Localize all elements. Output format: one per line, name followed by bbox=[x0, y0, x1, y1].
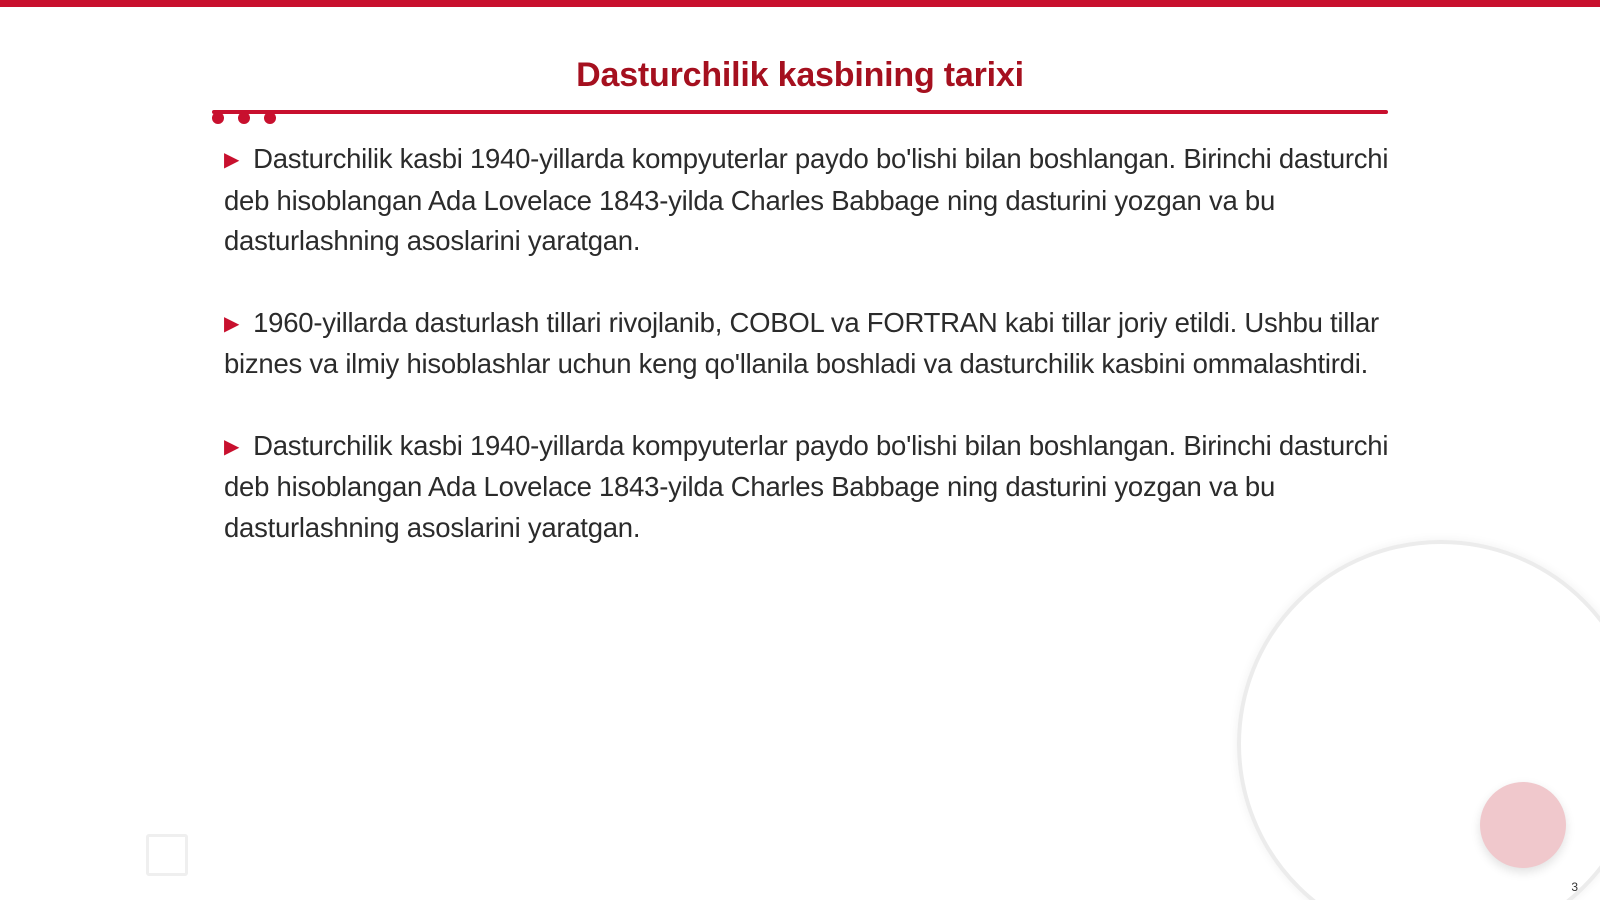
decor-pink-circle bbox=[1480, 782, 1566, 868]
triangle-right-icon: ▶ bbox=[224, 435, 240, 458]
slide-title: Dasturchilik kasbining tarixi bbox=[576, 56, 1024, 94]
slide-content bbox=[224, 139, 1404, 589]
decor-dot bbox=[212, 112, 224, 124]
bullet-text: Dasturchilik kasbi 1940-yillarda kompyuterlar paydo bo'lishi bilan boshlangan. Birinchi dasturchi deb hisoblangan Ada Lovelace 1843-yilda Charles Babbage ning dasturini yozgan va bu dasturlashning asoslarini yaratgan. bbox=[224, 429, 1389, 543]
triangle-right-icon: ▶ bbox=[224, 149, 240, 171]
bullet-paragraph bbox=[224, 139, 1404, 262]
decor-dot bbox=[238, 112, 250, 124]
bullet-text: Dasturchilik kasbi 1940-yillarda kompyuterlar paydo bo'lishi bilan boshlangan. Birinchi dasturchi deb hisoblangan Ada Lovelace 1843-yilda Charles Babbage ning dasturini yozgan va bu dasturlashning asoslarini yaratgan. bbox=[224, 143, 1389, 256]
title-underline bbox=[212, 110, 1388, 114]
bullet-text: 1960-yillarda dasturlash tillari rivojlanib, COBOL va FORTRAN kabi tillar joriy etildi. Ushbu tillar biznes va ilmiy hisoblashlar uchun keng qo'llanila boshladi va dasturchilik kasbini ommalashtirdi. bbox=[224, 306, 1379, 379]
decor-dot bbox=[264, 112, 276, 124]
decor-square bbox=[146, 834, 188, 876]
triangle-right-icon: ▶ bbox=[224, 312, 240, 335]
bullet-paragraph bbox=[224, 303, 1404, 385]
top-accent-bar bbox=[0, 0, 1600, 7]
bullet-paragraph bbox=[224, 426, 1404, 549]
page-number: 3 bbox=[1571, 880, 1578, 894]
